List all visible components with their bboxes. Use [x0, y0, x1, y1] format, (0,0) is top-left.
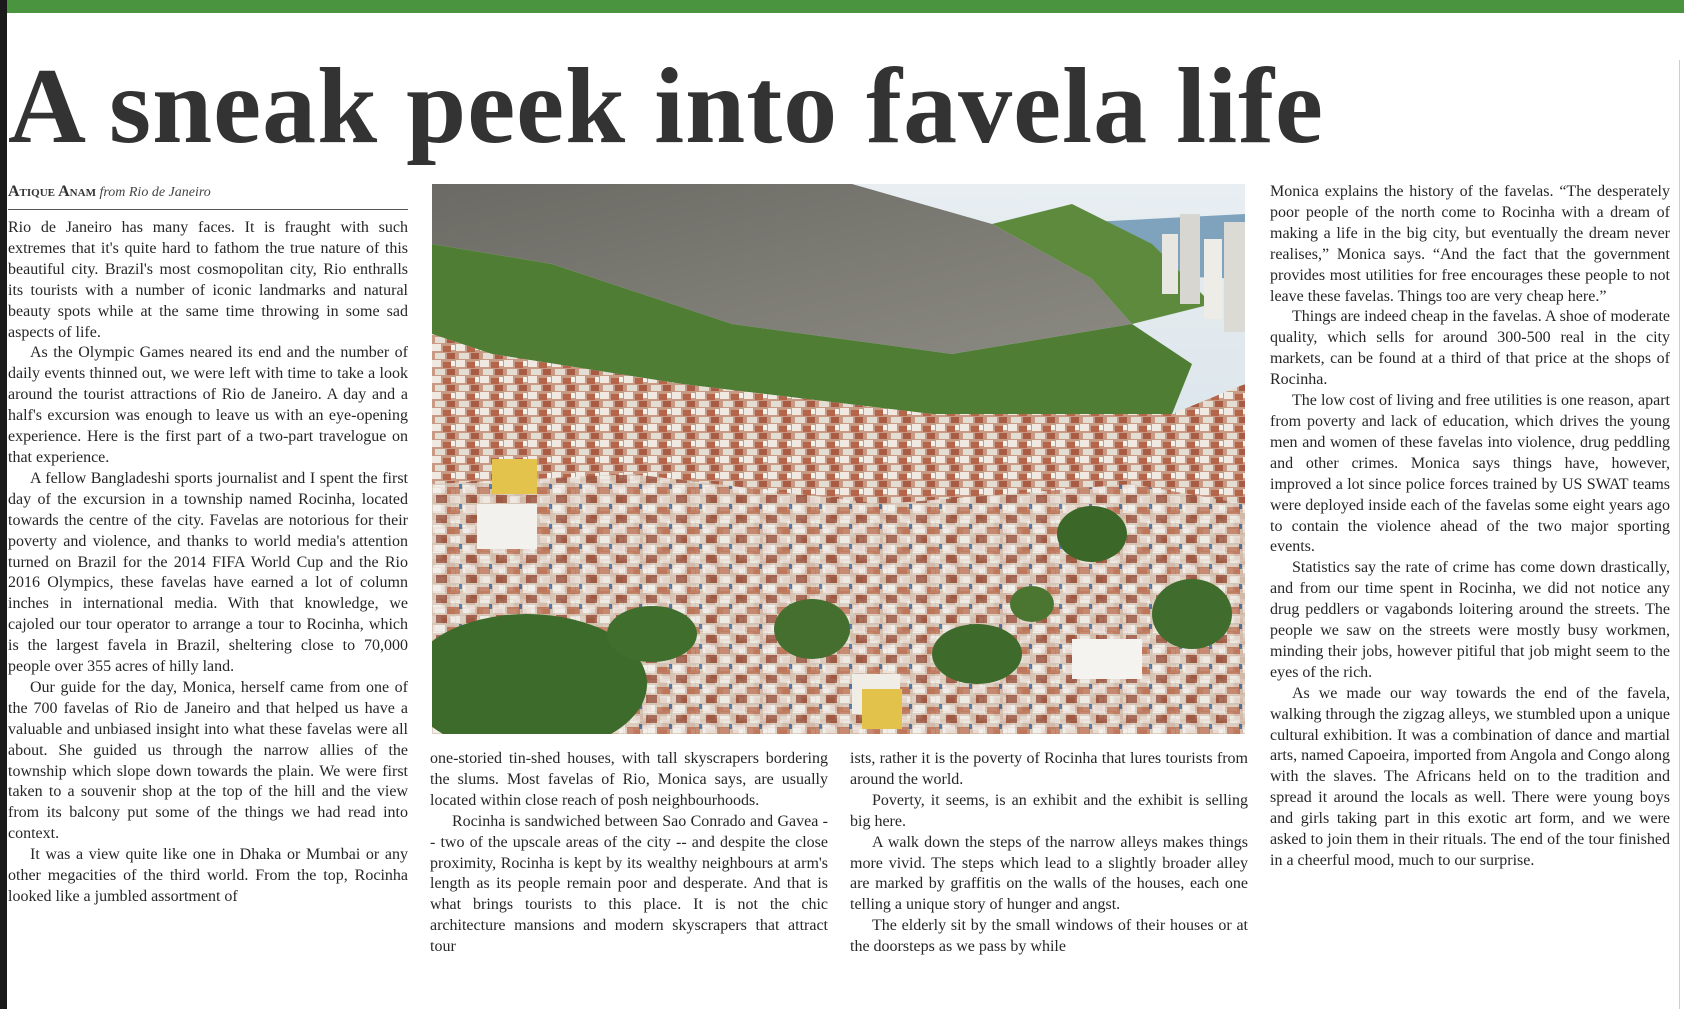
- paragraph: A fellow Bangladeshi sports journalist and I spent the first day of the excursion in a township named Rocinha, located towards the centre of the city. Favelas are notorious for their poverty and violence, and thanks to world media's attention turned on Brazil for the 2014 FIFA World Cup and the Rio 2016 Olympics, these favelas have earned a lot of column inches in international media. With that knowledge, we cajoled our tour operator to arrange a tour to Rocinha, which is the largest favela in Brazil, sheltering close to 70,000 people over 355 acres of hilly land.: [8, 469, 408, 676]
- byline-rule: [8, 209, 408, 210]
- byline: [8, 183, 408, 201]
- article-column-1: [8, 218, 408, 908]
- paragraph: one-storied tin-shed houses, with tall skyscrapers bordering the slums. Most favelas of Rio, Monica says, are usually located within close reach of posh neighbourhoods.: [430, 750, 828, 809]
- paragraph: Rocinha is sandwiched between Sao Conrado and Gavea -- two of the upscale areas of the city -- and despite the close proximity, Rocinha is kept by its wealthy neighbours at arm's length as its people remain poor and desperate. And that is what brings tourists to this place. It is not the chic architecture mansions and modern skyscrapers that attract tour: [430, 812, 828, 956]
- paragraph: Things are indeed cheap in the favelas. A shoe of moderate quality, which sells for around 300-500 real in the city markets, can be found at a third of that price at the shops of Rocinha.: [1270, 308, 1670, 389]
- paragraph: Monica explains the history of the favelas. “The desperately poor people of the north come to Rocinha with a dream of making a life in the big city, but eventually the dream never realises,” Monica says. “And the fact that the government provides most utilities for free encourages these people to not leave these favelas. Things too are very cheap here.”: [1270, 183, 1670, 305]
- headline: A sneak peek into favela life: [8, 47, 1324, 166]
- paragraph: As we made our way towards the end of the favela, walking through the zigzag alleys, we stumbled upon a unique cultural exhibition. It was a combination of dance and martial arts, named Capoeira, imported from Angola and Congo along with the slaves. The Africans held on to the tradition and spread it around the locals as well. There were young boys and girls taking part in this exotic art form, and we were asked to join them in their rituals. The end of the tour finished in a cheerful mood, much to our surprise.: [1270, 684, 1670, 869]
- favela-photo: [432, 184, 1245, 734]
- favela-photo-illustration: [432, 184, 1245, 734]
- paragraph: Rio de Janeiro has many faces. It is fraught with such extremes that it's quite hard to fathom the true nature of this beautiful city. Brazil's most cosmopolitan city, Rio enthralls its tourists with a number of iconic landmarks and natural beauty spots while at the same time throwing in some sad aspects of life.: [8, 219, 408, 341]
- paragraph: As the Olympic Games neared its end and the number of daily events thinned out, we were left with time to take a look around the tourist attractions of Rio de Janeiro. A day and a half's excursion was enough to leave us with an eye-opening experience. Here is the first part of a two-part travelogue on that experience.: [8, 344, 408, 466]
- paragraph: It was a view quite like one in Dhaka or Mumbai or any other megacities of the third world. From the top, Rocinha looked like a jumbled assortment of: [8, 846, 408, 905]
- article-column-2: [430, 749, 828, 958]
- paragraph: Our guide for the day, Monica, herself came from one of the 700 favelas of Rio de Janeiro and that helped us have a valuable and unbiased insight into what these favelas were all about. She guided us through the narrow allies of the township which slope down towards the plain. We were first taken to a souvenir shop at the top of the hill and the view from its balcony put some of the things we had read into context.: [8, 678, 408, 843]
- top-color-bar: [0, 0, 1684, 13]
- paragraph: The low cost of living and free utilities is one reason, apart from poverty and lack of education, which drives the young men and women of these favelas into violence, drug peddling and other crimes. Monica says things have, however, improved a lot since police forces trained by US SWAT teams were deployed inside each of the favelas some eight years ago to contain the violence ahead of the two major sporting events.: [1270, 392, 1670, 556]
- paragraph: The elderly sit by the small windows of their houses or at the doorsteps as we pass by while: [850, 917, 1248, 956]
- byline-dateline: from Rio de Janeiro: [99, 185, 211, 200]
- paragraph: A walk down the steps of the narrow alleys makes things more vivid. The steps which lead to a slightly broader alley are marked by graffitis on the walls of the houses, each one telling a unique story of hunger and angst.: [850, 833, 1248, 914]
- article-column-3: [850, 749, 1248, 958]
- column-rule-right: [1679, 60, 1680, 1009]
- paragraph: Statistics say the rate of crime has come down drastically, and from our time spent in Rocinha, we did not notice any drug peddlers or vagabonds loitering around the streets. The people we saw on the streets were mostly busy workmen, minding their jobs, however pitiful that job might seem to the eyes of the rich.: [1270, 559, 1670, 681]
- byline-author: Atique Anam: [8, 183, 96, 200]
- paragraph: ists, rather it is the poverty of Rocinha that lures tourists from around the world.: [850, 750, 1248, 788]
- page-left-edge: [0, 0, 7, 1009]
- article-column-4: [1270, 182, 1670, 872]
- paragraph: Poverty, it seems, is an exhibit and the exhibit is selling big here.: [850, 791, 1248, 830]
